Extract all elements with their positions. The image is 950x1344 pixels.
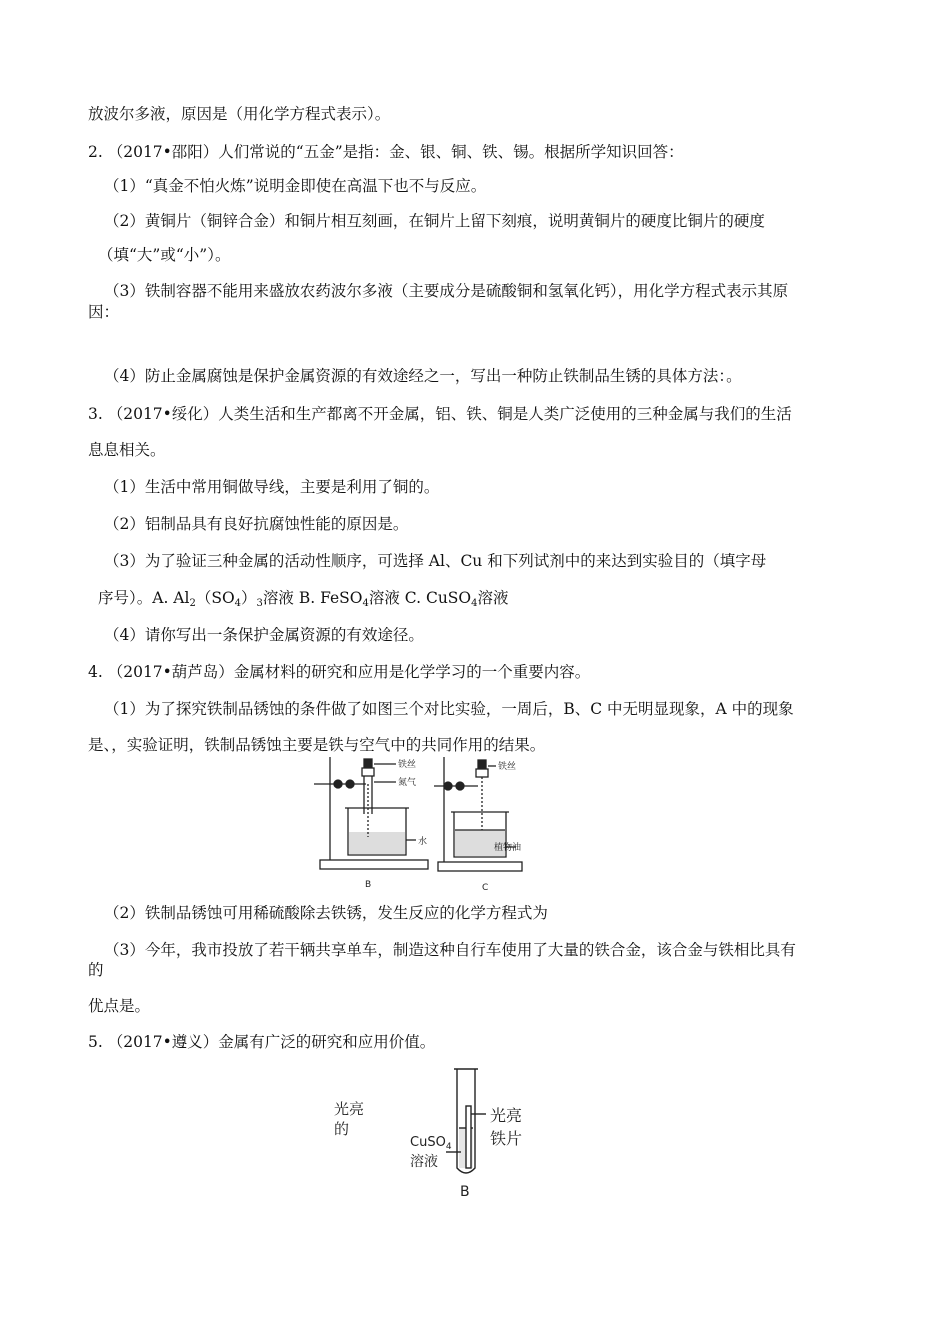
label-of: 的 [334,1120,350,1138]
question-4-heading: 4. （2017•葫芦岛）金属材料的研究和应用是化学学习的一个重要内容。 [88,663,591,681]
cuso4-formula: CuSO [410,1135,446,1150]
question-3-heading-a: 3. （2017•绥化）人类生活和生产都离不开金属，铝、铁、铜是人类广泛使用的三种金属与我们的生活 [88,405,792,423]
subscript: 4 [362,598,369,609]
reagent-text: 序号）。A. Al [98,589,190,607]
label-iron-wire-b: 铁丝 [398,760,417,770]
question-3-part-2: （2）铝制品具有良好抗腐蚀性能的原因是。 [104,515,409,533]
label-shiny-right: 光亮 [490,1106,523,1125]
reagent-text: 溶液 B. FeSO [262,589,363,607]
question-2-part-2b: （填“大”或“小”）。 [98,246,231,264]
label-water: 水 [418,837,428,847]
experiment-b-apparatus [314,757,428,869]
question-3-part-3a: （3）为了验证三种金属的活动性顺序，可选择 Al、Cu 和下列试剂中的来达到实验目的（填字母 [104,552,767,570]
question-2-heading: 2. （2017•邵阳）人们常说的“五金”是指：金、银、铜、铁、锡。根据所学知识回答： [88,143,684,161]
question-2-part-4: （4）防止金属腐蚀是保护金属资源的有效途经之一，写出一种防止铁制品生锈的具体方法：。 [104,367,742,385]
question-3-part-3b [98,588,509,614]
question-5-heading: 5. （2017•遵义）金属有广泛的研究和应用价值。 [88,1033,436,1051]
test-tube [446,1069,486,1173]
question-4-part-3b: 的 [88,961,104,979]
subscript: 4 [234,598,242,609]
line-boerduo-reason: 放波尔多液，原因是（用化学方程式表示）。 [88,105,391,123]
label-shiny-left: 光亮 [334,1100,365,1118]
subscript: 3 [256,598,263,609]
question-3-heading-b: 息息相关。 [88,441,166,459]
label-iron-sheet: 铁片 [490,1129,523,1148]
label-solution: 溶液 [410,1154,438,1170]
question-2-part-3a: （3）铁制容器不能用来盛放农药波尔多液（主要成分是硫酸铜和氢氧化钙），用化学方程式表示其原 [104,282,789,300]
rust-experiment-figure [310,752,530,894]
experiment-c-apparatus [434,757,522,871]
cuso4-subscript: 4 [445,1142,452,1152]
question-3-part-1: （1）生活中常用铜做导线，主要是利用了铜的。 [104,478,440,496]
subscript: 4 [471,598,478,609]
question-4-part-2: （2）铁制品锈蚀可用稀硫酸除去铁锈，发生反应的化学方程式为 [104,904,548,922]
question-4-part-3c: 优点是。 [88,997,151,1015]
label-cuso4 [410,1135,452,1152]
label-iron-wire-c: 铁丝 [498,762,517,772]
question-3-part-4: （4）请你写出一条保护金属资源的有效途径。 [104,626,424,644]
test-tube-figure [330,1066,550,1202]
caption-c: C [482,883,489,893]
label-nitrogen: 氮气 [398,778,417,788]
reagent-text: （SO [195,589,235,607]
question-2-part-1: （1）“真金不怕火炼”说明金即使在高温下也不与反应。 [104,177,487,195]
question-4-part-1a: （1）为了探究铁制品锈蚀的条件做了如图三个对比实验，一周后，B、C 中无明显现象，A 中的现象 [104,700,794,718]
question-2-part-2a: （2）黄铜片（铜锌合金）和铜片相互刻画，在铜片上留下刻痕，说明黄铜片的硬度比铜片的硬度 [104,212,765,230]
question-2-part-3b: 因： [88,303,120,321]
reagent-text: 溶液 C. CuSO [368,589,472,607]
caption-b: B [365,880,372,890]
caption-b-tube: B [460,1184,470,1200]
subscript: 2 [189,598,196,609]
question-4-part-1b: 是、，实验证明，铁制品锈蚀主要是铁与空气中的共同作用的结果。 [88,736,546,754]
reagent-text: 溶液 [477,589,509,607]
reagent-text: ） [241,589,257,607]
label-vegetable-oil: 植物油 [494,843,522,853]
question-4-part-3a: （3）今年，我市投放了若干辆共享单车，制造这种自行车使用了大量的铁合金，该合金与铁相比具有 [104,941,796,959]
